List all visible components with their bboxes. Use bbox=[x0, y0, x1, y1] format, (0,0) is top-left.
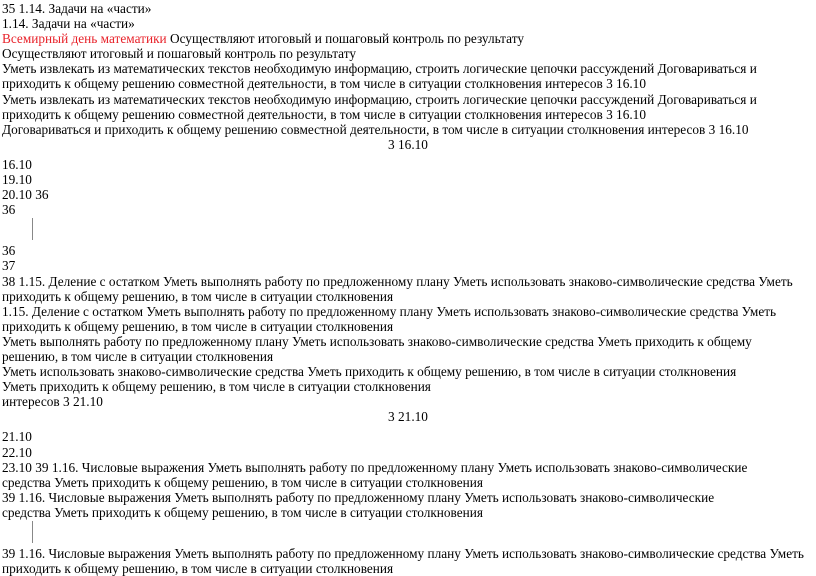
highlight-red-text: Всемирный день математики bbox=[2, 31, 167, 47]
text-line: 38 1.15. Деление с остатком Уметь выполнять работу по предложенному плану Уметь использовать знаково-символические средства Уметь bbox=[2, 273, 793, 289]
text-line: приходить к общему решению совместной деятельности, в том числе в ситуации столкновения интересов 3 16.10 bbox=[2, 106, 646, 122]
text-line: 36 bbox=[2, 243, 16, 259]
text-line: 3 16.10 bbox=[388, 136, 428, 152]
text-line: 1.14. Задачи на «части» bbox=[2, 16, 135, 32]
text-line: 16.10 bbox=[2, 156, 32, 172]
text-span: Осуществляют итоговый и пошаговый контроль по результату bbox=[166, 31, 524, 47]
text-line: 3 21.10 bbox=[388, 409, 428, 425]
text-line: Договариваться и приходить к общему решению совместной деятельности, в том числе в ситуации столкновения интересов 3 16.10 bbox=[2, 121, 749, 137]
text-line: 35 1.14. Задачи на «части» bbox=[2, 1, 152, 16]
text-line: средства Уметь приходить к общему решению, в том числе в ситуации столкновения bbox=[2, 474, 484, 490]
text-line: интересов 3 21.10 bbox=[2, 394, 103, 410]
text-line: Уметь приходить к общему решению, в том числе в ситуации столкновения bbox=[2, 379, 431, 395]
text-line: 21.10 bbox=[2, 429, 32, 445]
text-line: Уметь извлекать из математических текстов необходимую информацию, строить логические цепочки рассуждений Договариваться и bbox=[2, 91, 757, 107]
text-line: 20.10 36 bbox=[2, 187, 49, 203]
text-line: 36 bbox=[2, 202, 16, 218]
text-line: 19.10 bbox=[2, 172, 32, 188]
text-line: Уметь выполнять работу по предложенному плану Уметь использовать знаково-символические средства Уметь приходить к общему bbox=[2, 333, 752, 349]
text-line: 37 bbox=[2, 258, 16, 274]
text-line: решению, в том числе в ситуации столкновения bbox=[2, 348, 274, 364]
text-line: 1.15. Деление с остатком Уметь выполнять работу по предложенному плану Уметь использовать знаково-символические средства Уметь bbox=[2, 303, 777, 319]
vertical-rule bbox=[32, 218, 33, 240]
text-line: 39 1.16. Числовые выражения Уметь выполнять работу по предложенному плану Уметь использовать знаково-символические bbox=[2, 489, 715, 505]
text-line: Осуществляют итоговый и пошаговый контроль по результату bbox=[2, 46, 357, 62]
text-line: Уметь использовать знаково-символические средства Уметь приходить к общему решению, в том числе в ситуации столкновения bbox=[2, 364, 737, 380]
vertical-rule bbox=[32, 521, 33, 543]
text-line: средства Уметь приходить к общему решению, в том числе в ситуации столкновения bbox=[2, 504, 484, 520]
text-line: Уметь извлекать из математических текстов необходимую информацию, строить логические цепочки рассуждений Договариваться и bbox=[2, 61, 757, 77]
text-line bbox=[2, 31, 814, 46]
text-line: 22.10 bbox=[2, 444, 32, 460]
text-line: приходить к общему решению, в том числе в ситуации столкновения bbox=[2, 318, 394, 334]
text-line: приходить к общему решению, в том числе в ситуации столкновения bbox=[2, 561, 394, 576]
text-line: 39 1.16. Числовые выражения Уметь выполнять работу по предложенному плану Уметь использовать знаково-символические средства Уметь bbox=[2, 546, 804, 561]
text-line: приходить к общему решению, в том числе в ситуации столкновения bbox=[2, 288, 394, 304]
text-line: приходить к общему решению совместной деятельности, в том числе в ситуации столкновения интересов 3 16.10 bbox=[2, 76, 646, 92]
text-line: 23.10 39 1.16. Числовые выражения Уметь выполнять работу по предложенному плану Уметь использовать знаково-символические bbox=[2, 459, 748, 475]
